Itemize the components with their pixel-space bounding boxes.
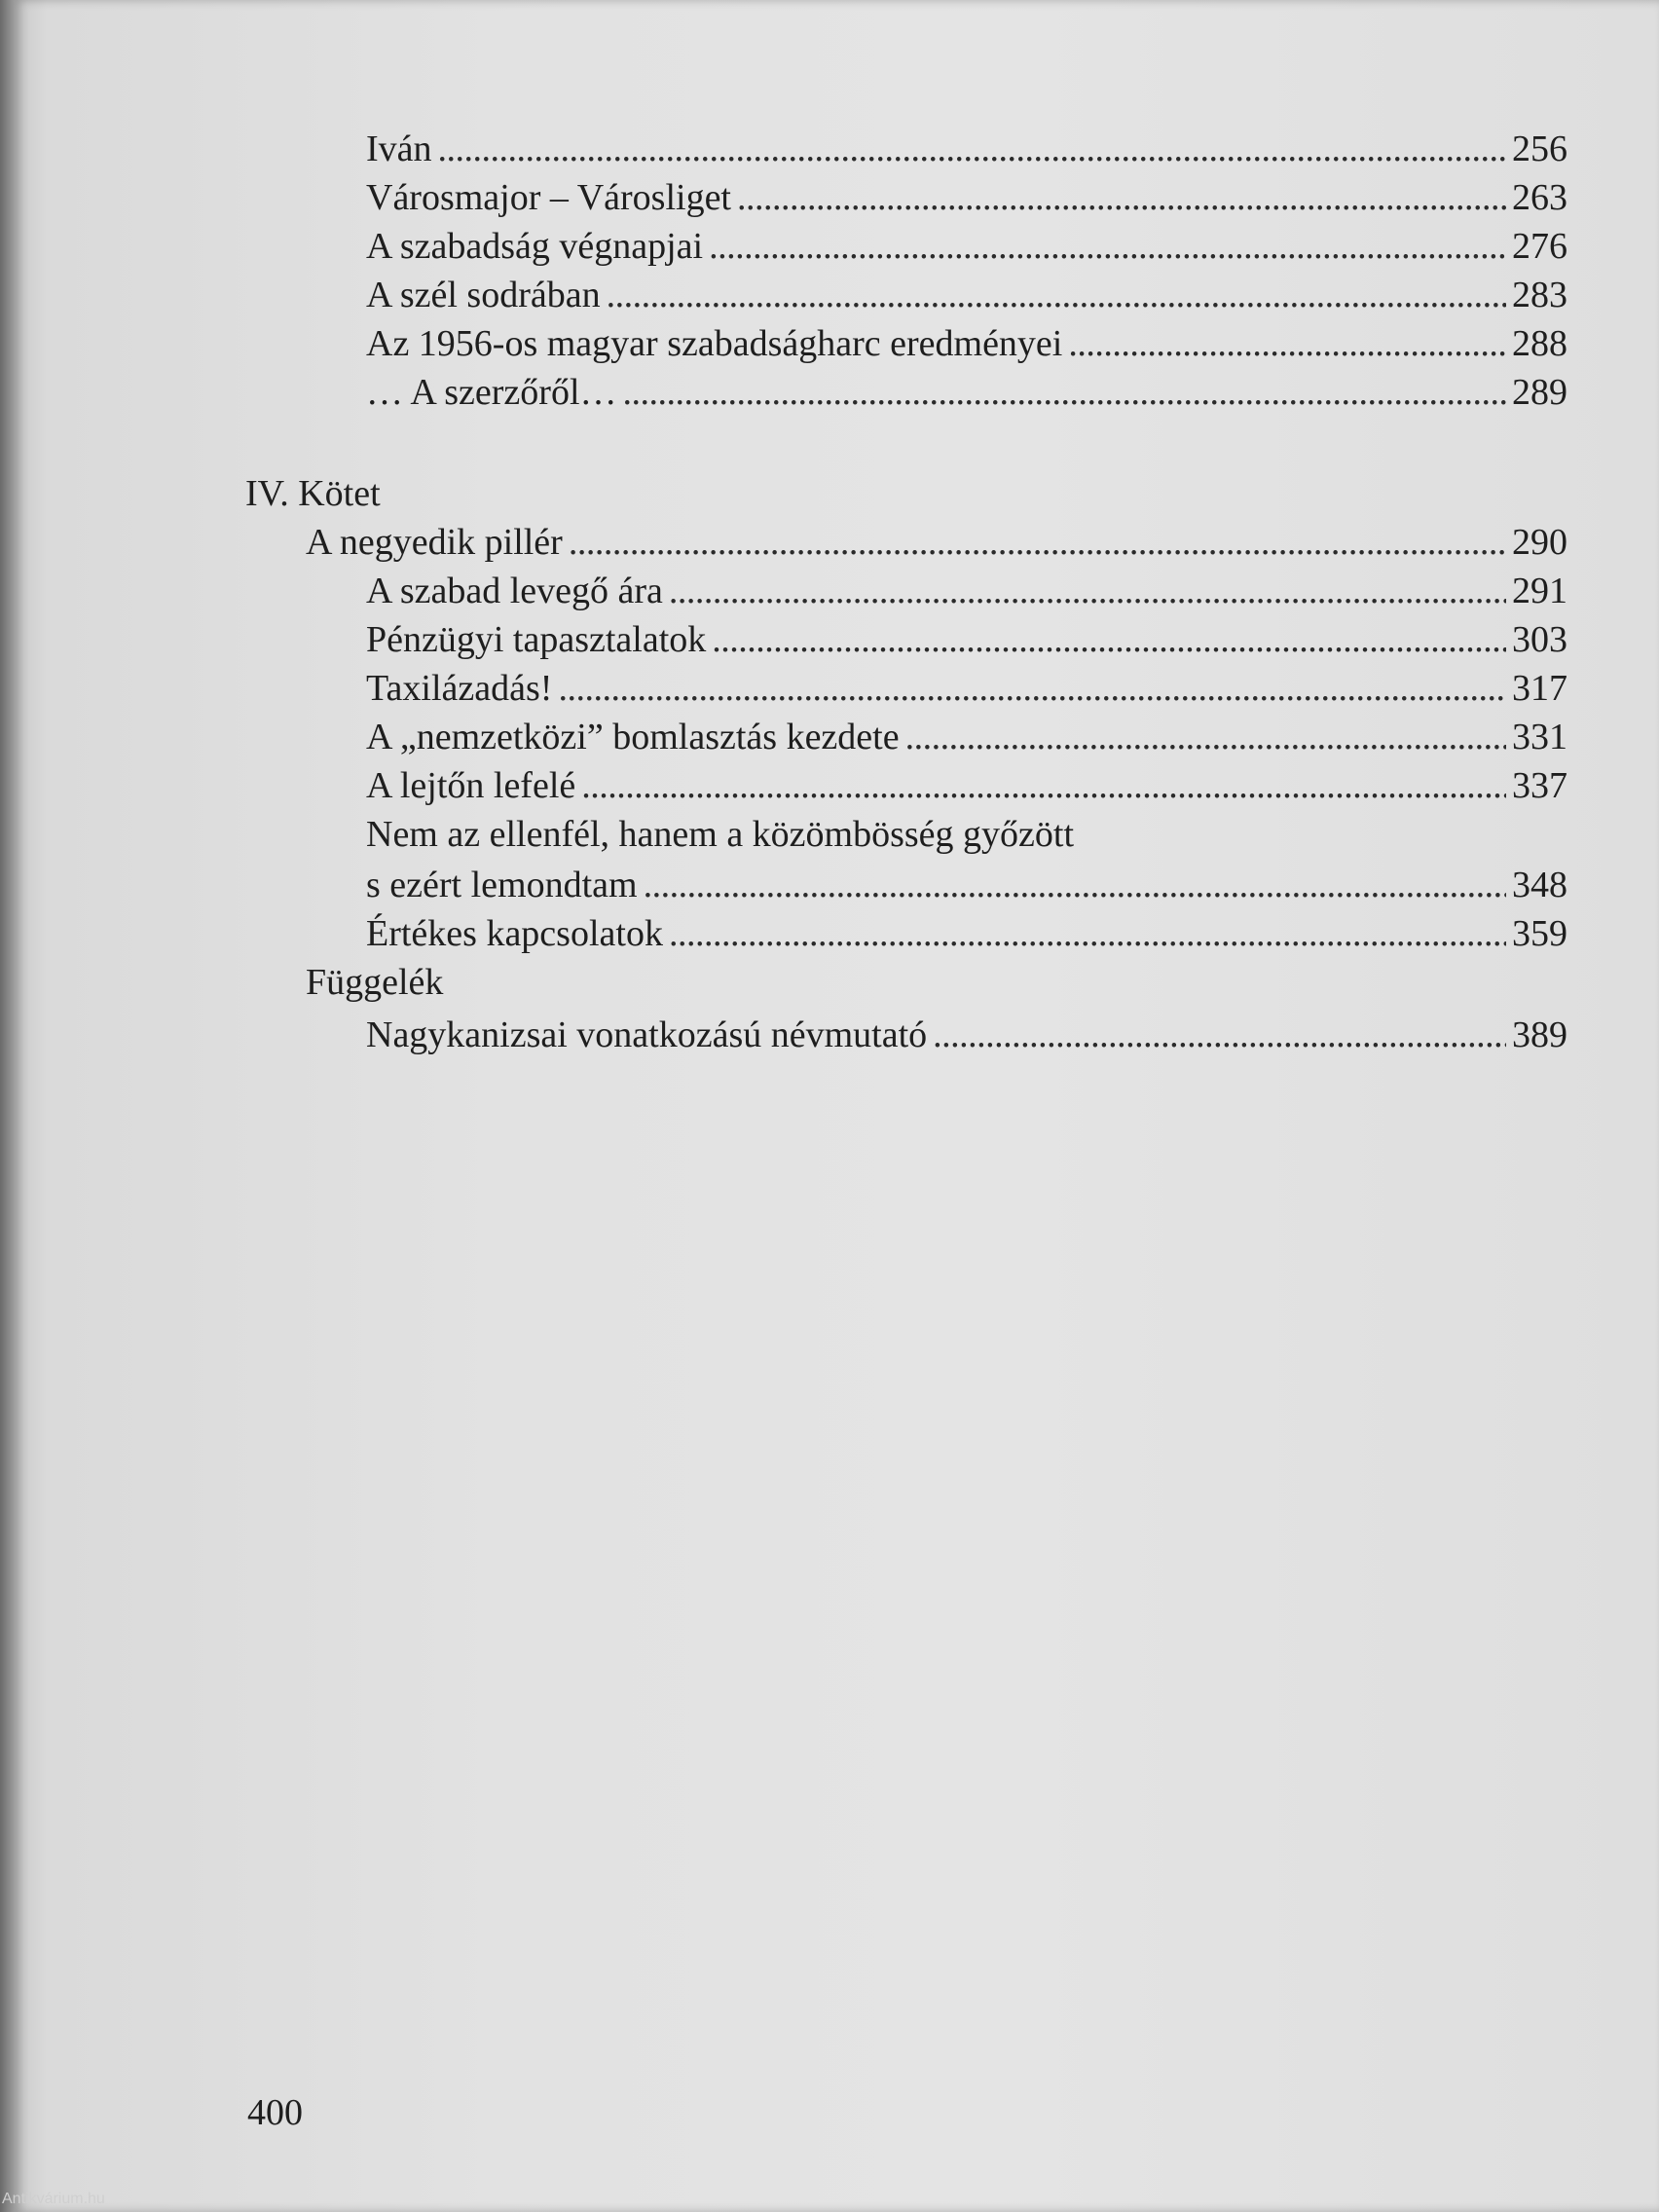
toc-entry-title: Taxilázadás! <box>366 668 553 709</box>
toc-entry-title: A szabadság végnapjai <box>366 226 704 267</box>
toc-entry-page: 317 <box>1512 668 1567 709</box>
toc-entry <box>366 861 1567 909</box>
book-page <box>14 0 1659 2212</box>
toc-entry-page: 348 <box>1512 865 1567 905</box>
toc-entry-page: 283 <box>1512 275 1567 315</box>
dot-leader <box>709 222 1506 271</box>
toc-entry-title: A szél sodrában <box>366 275 601 315</box>
toc-entry <box>366 319 1567 368</box>
toc-entry-page: 389 <box>1512 1014 1567 1055</box>
toc-entry-title: Városmajor – Városliget <box>366 177 731 218</box>
toc-section <box>306 518 1567 567</box>
toc-entry <box>366 368 1567 417</box>
toc-entry <box>366 713 1567 761</box>
toc-entry-title: A lejtőn lefelé <box>366 765 576 806</box>
toc-entry-title: A szabad levegő ára <box>366 571 663 611</box>
toc-entry-page: 331 <box>1512 717 1567 757</box>
toc-entry-title: … A szerzőről… <box>366 372 617 413</box>
toc-entry-page: 288 <box>1512 323 1567 364</box>
dot-leader <box>712 615 1506 664</box>
watermark: Antikvárium.hu <box>2 2191 105 2207</box>
page-number: 400 <box>247 2092 303 2133</box>
toc-entry-title-line2: s ezért lemondtam <box>366 865 638 905</box>
toc-entry <box>366 615 1567 664</box>
dot-leader <box>669 909 1506 958</box>
dot-leader <box>905 713 1506 761</box>
appendix-heading: Függelék <box>306 962 444 1003</box>
volume-heading: IV. Kötet <box>245 473 381 514</box>
toc-entry <box>366 271 1567 319</box>
toc-entry <box>366 761 1567 810</box>
dot-leader <box>933 1011 1506 1059</box>
dot-leader <box>1068 319 1506 368</box>
toc-entry-title: Értékes kapcsolatok <box>366 913 663 954</box>
toc-entry-page: 263 <box>1512 177 1567 218</box>
toc-entry-title: Iván <box>366 129 432 169</box>
dot-leader <box>607 271 1506 319</box>
toc-entry <box>366 664 1567 713</box>
toc-entry-title: Nagykanizsai vonatkozású névmutató <box>366 1014 928 1055</box>
dot-leader <box>737 173 1506 222</box>
toc-entry <box>366 125 1567 173</box>
dot-leader <box>623 368 1506 417</box>
toc-entry <box>366 567 1567 615</box>
dot-leader <box>438 125 1506 173</box>
toc-entry <box>366 173 1567 222</box>
dot-leader <box>569 518 1506 567</box>
toc-entry <box>366 909 1567 958</box>
toc-entry-page: 291 <box>1512 571 1567 611</box>
dot-leader <box>558 664 1506 713</box>
toc-entry-page: 359 <box>1512 913 1567 954</box>
toc-entry-title: A „nemzetközi” bomlasztás kezdete <box>366 717 900 757</box>
toc-entry-title: Az 1956-os magyar szabadságharc eredményei <box>366 323 1063 364</box>
toc-entry-page: 303 <box>1512 619 1567 660</box>
dot-leader <box>669 567 1506 615</box>
toc-entry-page: 256 <box>1512 129 1567 169</box>
page-edge <box>0 0 14 2212</box>
toc-entry-page: 337 <box>1512 765 1567 806</box>
toc-section-title: A negyedik pillér <box>306 522 563 563</box>
dot-leader <box>644 861 1506 909</box>
toc-entry-page: 276 <box>1512 226 1567 267</box>
toc-entry-title-line1: Nem az ellenfél, hanem a közömbösség győzött <box>366 814 1075 855</box>
dot-leader <box>581 761 1506 810</box>
toc-entry-page: 289 <box>1512 372 1567 413</box>
toc-entry <box>366 1011 1567 1059</box>
toc-entry-title: Pénzügyi tapasztalatok <box>366 619 707 660</box>
toc-entry <box>366 222 1567 271</box>
toc-section-page: 290 <box>1512 522 1567 563</box>
